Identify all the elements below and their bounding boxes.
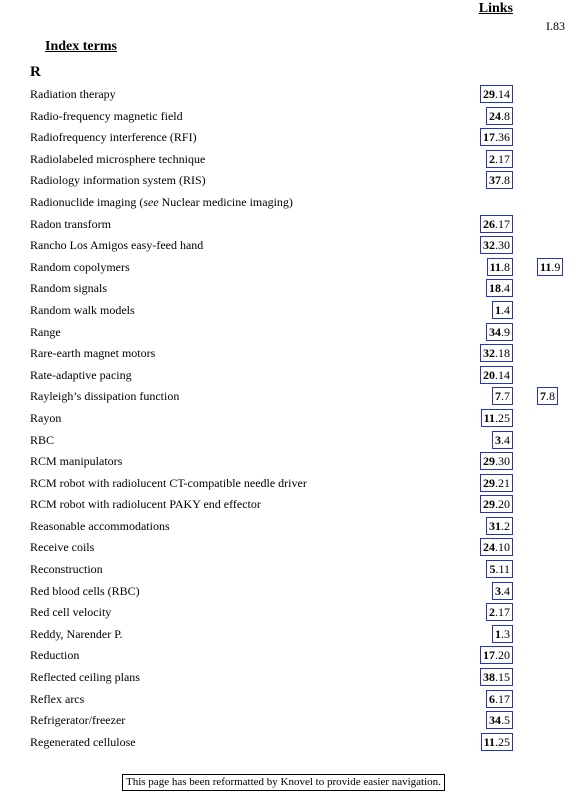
- index-entry: [0, 170, 581, 192]
- index-entry: [0, 451, 581, 473]
- page-link[interactable]: 11.8: [487, 258, 513, 276]
- index-term: Radionuclide imaging (see Nuclear medicine imaging): [30, 194, 293, 209]
- page-link[interactable]: 24.10: [480, 538, 513, 556]
- page-link[interactable]: 20.14: [480, 366, 513, 384]
- index-entry: [0, 602, 581, 624]
- index-term: Radiofrequency interference (RFI): [30, 130, 197, 145]
- index-entry-list: [0, 84, 581, 753]
- index-term: Red cell velocity: [30, 605, 112, 620]
- page-link[interactable]: 32.18: [480, 344, 513, 362]
- index-entry: [0, 624, 581, 646]
- page-link[interactable]: 3.4: [492, 431, 513, 449]
- page-link[interactable]: 2.17: [486, 603, 513, 621]
- index-entry: [0, 473, 581, 495]
- index-term: RBC: [30, 432, 55, 447]
- page-link[interactable]: 5.11: [486, 560, 513, 578]
- page-link[interactable]: 1.4: [492, 301, 513, 319]
- index-term: Radiation therapy: [30, 87, 116, 101]
- index-term: RCM robot with radiolucent CT-compatible needle driver: [30, 475, 307, 490]
- index-term: Reflected ceiling plans: [30, 670, 140, 685]
- index-entry: [0, 257, 581, 279]
- page-number: I.83: [546, 19, 565, 33]
- page-link[interactable]: 32.30: [480, 236, 513, 254]
- index-term: Rancho Los Amigos easy-feed hand: [30, 238, 204, 253]
- page-link[interactable]: 24.8: [486, 107, 513, 125]
- index-entry: [0, 300, 581, 322]
- page-link[interactable]: 29.14: [480, 85, 513, 103]
- index-entry: [0, 106, 581, 128]
- index-entry: [0, 559, 581, 581]
- index-term: Random walk models: [30, 302, 135, 317]
- index-entry: [0, 430, 581, 452]
- section-letter: R: [30, 64, 41, 80]
- index-entry: [0, 689, 581, 711]
- index-term: Range: [30, 324, 61, 339]
- links-header: Links: [478, 1, 513, 16]
- page-link[interactable]: 29.20: [480, 495, 513, 513]
- index-entry: [0, 149, 581, 171]
- index-entry: [0, 667, 581, 689]
- index-entry: [0, 127, 581, 149]
- page-link[interactable]: 29.30: [480, 452, 513, 470]
- index-term: Rayleigh’s dissipation function: [30, 389, 180, 404]
- index-term: Reduction: [30, 648, 80, 663]
- page-link[interactable]: 7.8: [537, 387, 558, 405]
- page-link[interactable]: 11.25: [481, 733, 513, 751]
- page-link[interactable]: 17.20: [480, 646, 513, 664]
- index-term: Refrigerator/freezer: [30, 713, 126, 728]
- index-term: Red blood cells (RBC): [30, 583, 140, 598]
- page-link[interactable]: 3.4: [492, 582, 513, 600]
- page-link[interactable]: 34.5: [486, 711, 513, 729]
- index-term: Radio-frequency magnetic field: [30, 108, 183, 123]
- index-entry: [0, 537, 581, 559]
- index-term: Radiology information system (RIS): [30, 173, 206, 188]
- index-term: Rate-adaptive pacing: [30, 367, 132, 382]
- page-link[interactable]: 1.3: [492, 625, 513, 643]
- index-terms-header: Index terms: [45, 39, 117, 54]
- page-link[interactable]: 31.2: [486, 517, 513, 535]
- index-term: Reflex arcs: [30, 691, 85, 706]
- index-entry: [0, 192, 581, 214]
- page-link[interactable]: 38.15: [480, 668, 513, 686]
- index-entry: [0, 84, 581, 106]
- index-entry: [0, 645, 581, 667]
- index-entry: [0, 386, 581, 408]
- index-term: Random signals: [30, 281, 107, 296]
- index-entry: [0, 214, 581, 236]
- index-term: RCM robot with radiolucent PAKY end effector: [30, 497, 261, 512]
- index-term: Regenerated cellulose: [30, 734, 136, 749]
- index-entry: [0, 732, 581, 754]
- index-entry: [0, 516, 581, 538]
- index-term: Radon transform: [30, 216, 111, 231]
- page-link[interactable]: 17.36: [480, 128, 513, 146]
- index-term: RCM manipulators: [30, 454, 123, 469]
- index-term: Reasonable accommodations: [30, 518, 170, 533]
- page-link[interactable]: 6.17: [486, 690, 513, 708]
- index-entry: [0, 235, 581, 257]
- index-entry: [0, 365, 581, 387]
- knovel-footer-note: This page has been reformatted by Knovel to provide easier navigation.: [122, 774, 445, 791]
- page-link[interactable]: 18.4: [486, 279, 513, 297]
- index-term: Rayon: [30, 410, 62, 425]
- page-link[interactable]: 2.17: [486, 150, 513, 168]
- index-term: Radiolabeled microsphere technique: [30, 151, 206, 166]
- index-entry: [0, 581, 581, 603]
- index-entry: [0, 343, 581, 365]
- index-entry: [0, 278, 581, 300]
- index-entry: [0, 710, 581, 732]
- index-entry: [0, 408, 581, 430]
- page-link[interactable]: 11.25: [481, 409, 513, 427]
- index-entry: [0, 322, 581, 344]
- page-link[interactable]: 7.7: [492, 387, 513, 405]
- page-link[interactable]: 26.17: [480, 215, 513, 233]
- index-term: Reddy, Narender P.: [30, 626, 123, 641]
- index-term: Receive coils: [30, 540, 95, 555]
- index-entry: [0, 494, 581, 516]
- index-term: Random copolymers: [30, 259, 130, 274]
- index-term: Rare-earth magnet motors: [30, 346, 156, 361]
- page-link[interactable]: 34.9: [486, 323, 513, 341]
- page-link[interactable]: 11.9: [537, 258, 563, 276]
- page-link[interactable]: 29.21: [480, 474, 513, 492]
- index-term: Reconstruction: [30, 562, 103, 577]
- page-link[interactable]: 37.8: [486, 171, 513, 189]
